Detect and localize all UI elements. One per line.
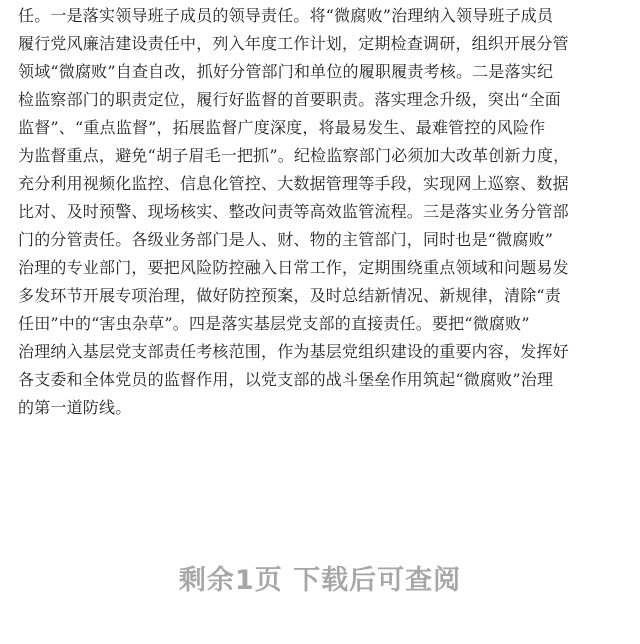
paragraph-line: 检监察部门的职责定位，履行好监督的首要职责。落实理念升级，突出“全面 (18, 90, 561, 109)
remaining-pages-download-prompt[interactable]: 剩余1页 下载后可查阅 (178, 565, 462, 596)
paragraph-line: 任田”中的“害虫杂草”。四是落实基层党支部的直接责任。要把“微腐败” (18, 314, 530, 333)
paragraph-line: 任。一是落实领导班子成员的领导责任。将“微腐败”治理纳入领导班子成员 (18, 6, 554, 25)
paragraph-line: 充分利用视频化监控、信息化管控、大数据管理等手段，实现网上巡察、数据 (18, 174, 569, 193)
paragraph-line: 履行党风廉洁建设责任中，列入年度工作计划，定期检查调研，组织开展分管 (18, 34, 569, 53)
paragraph-line: 门的分管责任。各级业务部门是人、财、物的主管部门，同时也是“微腐败” (18, 230, 554, 249)
document-body (18, 2, 626, 422)
paragraph-line: 各支委和全体党员的监督作用，以党支部的战斗堡垒作用筑起“微腐败”治理 (18, 370, 554, 389)
paragraph-line: 领域“微腐败”自查自改，抓好分管部门和单位的履职履责考核。二是落实纪 (18, 62, 554, 81)
paragraph-line: 比对、及时预警、现场核实、整改问责等高效监管流程。三是落实业务分管部 (18, 202, 569, 221)
paragraph-line: 治理纳入基层党支部责任考核范围，作为基层党组织建设的重要内容，发挥好 (18, 342, 569, 361)
paragraph-line: 监督”、“重点监督”，拓展监督广度深度，将最易发生、最难管控的风险作 (18, 118, 546, 137)
paragraph-line: 为监督重点，避免“胡子眉毛一把抓”。纪检监察部门必须加大改革创新力度， (18, 146, 570, 165)
paragraph-line: 治理的专业部门，要把风险防控融入日常工作，定期围绕重点领域和问题易发 (18, 258, 569, 277)
paragraph-line: 的第一道防线。 (18, 398, 132, 417)
paragraph-line: 多发环节开展专项治理，做好防控预案，及时总结新情况、新规律，清除“责 (18, 286, 561, 305)
